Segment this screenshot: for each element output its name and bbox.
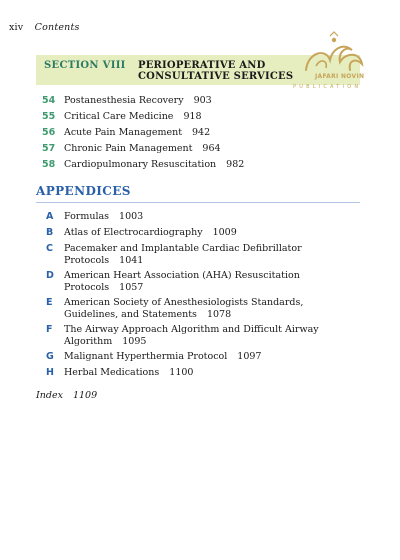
- appendix-letter: B: [46, 227, 54, 238]
- index-label: Index: [36, 390, 63, 401]
- appendix-title: Pacemaker and Implantable Cardiac Defibrillator Protocols: [64, 243, 302, 266]
- appendix-page: 1003: [119, 211, 144, 222]
- chapter-page: 964: [202, 143, 221, 154]
- appendix-letter: A: [46, 211, 54, 222]
- section-title-line-1: PERIOPERATIVE AND: [138, 60, 266, 71]
- page-number: xiv: [9, 22, 24, 33]
- appendix-title: Herbal Medications: [64, 367, 160, 378]
- appendix-page: 1097: [237, 351, 262, 362]
- chapter-title: Chronic Pain Management: [64, 143, 193, 154]
- chapter-title: Acute Pain Management: [64, 127, 183, 138]
- chapter-number: 55: [42, 111, 56, 122]
- appendix-title: Malignant Hyperthermia Protocol: [64, 351, 228, 362]
- section-label: SECTION VIII: [44, 60, 126, 71]
- publisher-name: JAFARI NOVIN: [315, 73, 365, 80]
- chapter-title: Postanesthesia Recovery: [64, 95, 184, 106]
- appendix-page: 1078: [206, 308, 232, 320]
- index-page: 1109: [72, 390, 98, 401]
- appendix-letter: E: [46, 297, 53, 308]
- index-entry[interactable]: [36, 390, 97, 401]
- appendix-page: 1095: [122, 335, 147, 347]
- chapter-page: 942: [192, 127, 211, 138]
- chapter-number: 58: [42, 159, 56, 170]
- chapter-title: Cardiopulmonary Resuscitation: [64, 159, 217, 170]
- appendix-page: 1100: [169, 367, 194, 378]
- appendices-divider: [36, 202, 360, 203]
- appendix-title: American Society of Anesthesiologists Standards, Guidelines, and Statements: [64, 297, 304, 320]
- appendix-letter: C: [46, 243, 53, 254]
- running-title: Contents: [34, 22, 80, 33]
- appendix-page: 1009: [212, 227, 237, 238]
- appendix-letter: G: [46, 351, 54, 362]
- appendix-page: 1041: [119, 254, 144, 266]
- chapter-number: 57: [42, 143, 56, 154]
- chapter-number: 56: [42, 127, 56, 138]
- appendix-letter: D: [46, 270, 54, 281]
- running-head: [9, 22, 80, 33]
- section-title-line-2: CONSULTATIVE SERVICES: [138, 71, 294, 82]
- appendix-title: American Heart Association (AHA) Resuscitation Protocols: [64, 270, 300, 293]
- publisher-subtitle: PUBLICATION: [293, 84, 362, 90]
- chapter-page: 918: [183, 111, 202, 122]
- appendix-letter: H: [46, 367, 54, 378]
- appendix-title: Atlas of Electrocardiography: [64, 227, 203, 238]
- appendix-letter: F: [46, 324, 53, 335]
- chapter-page: 903: [193, 95, 212, 106]
- appendices-heading: APPENDICES: [36, 184, 131, 198]
- appendix-title: Formulas: [64, 211, 110, 222]
- appendix-title: The Airway Approach Algorithm and Difficult Airway Algorithm: [64, 324, 319, 347]
- publisher-logo-icon: [286, 30, 382, 92]
- chapter-title: Critical Care Medicine: [64, 111, 174, 122]
- chapter-number: 54: [42, 95, 56, 106]
- chapter-page: 982: [226, 159, 245, 170]
- appendix-page: 1057: [119, 281, 144, 293]
